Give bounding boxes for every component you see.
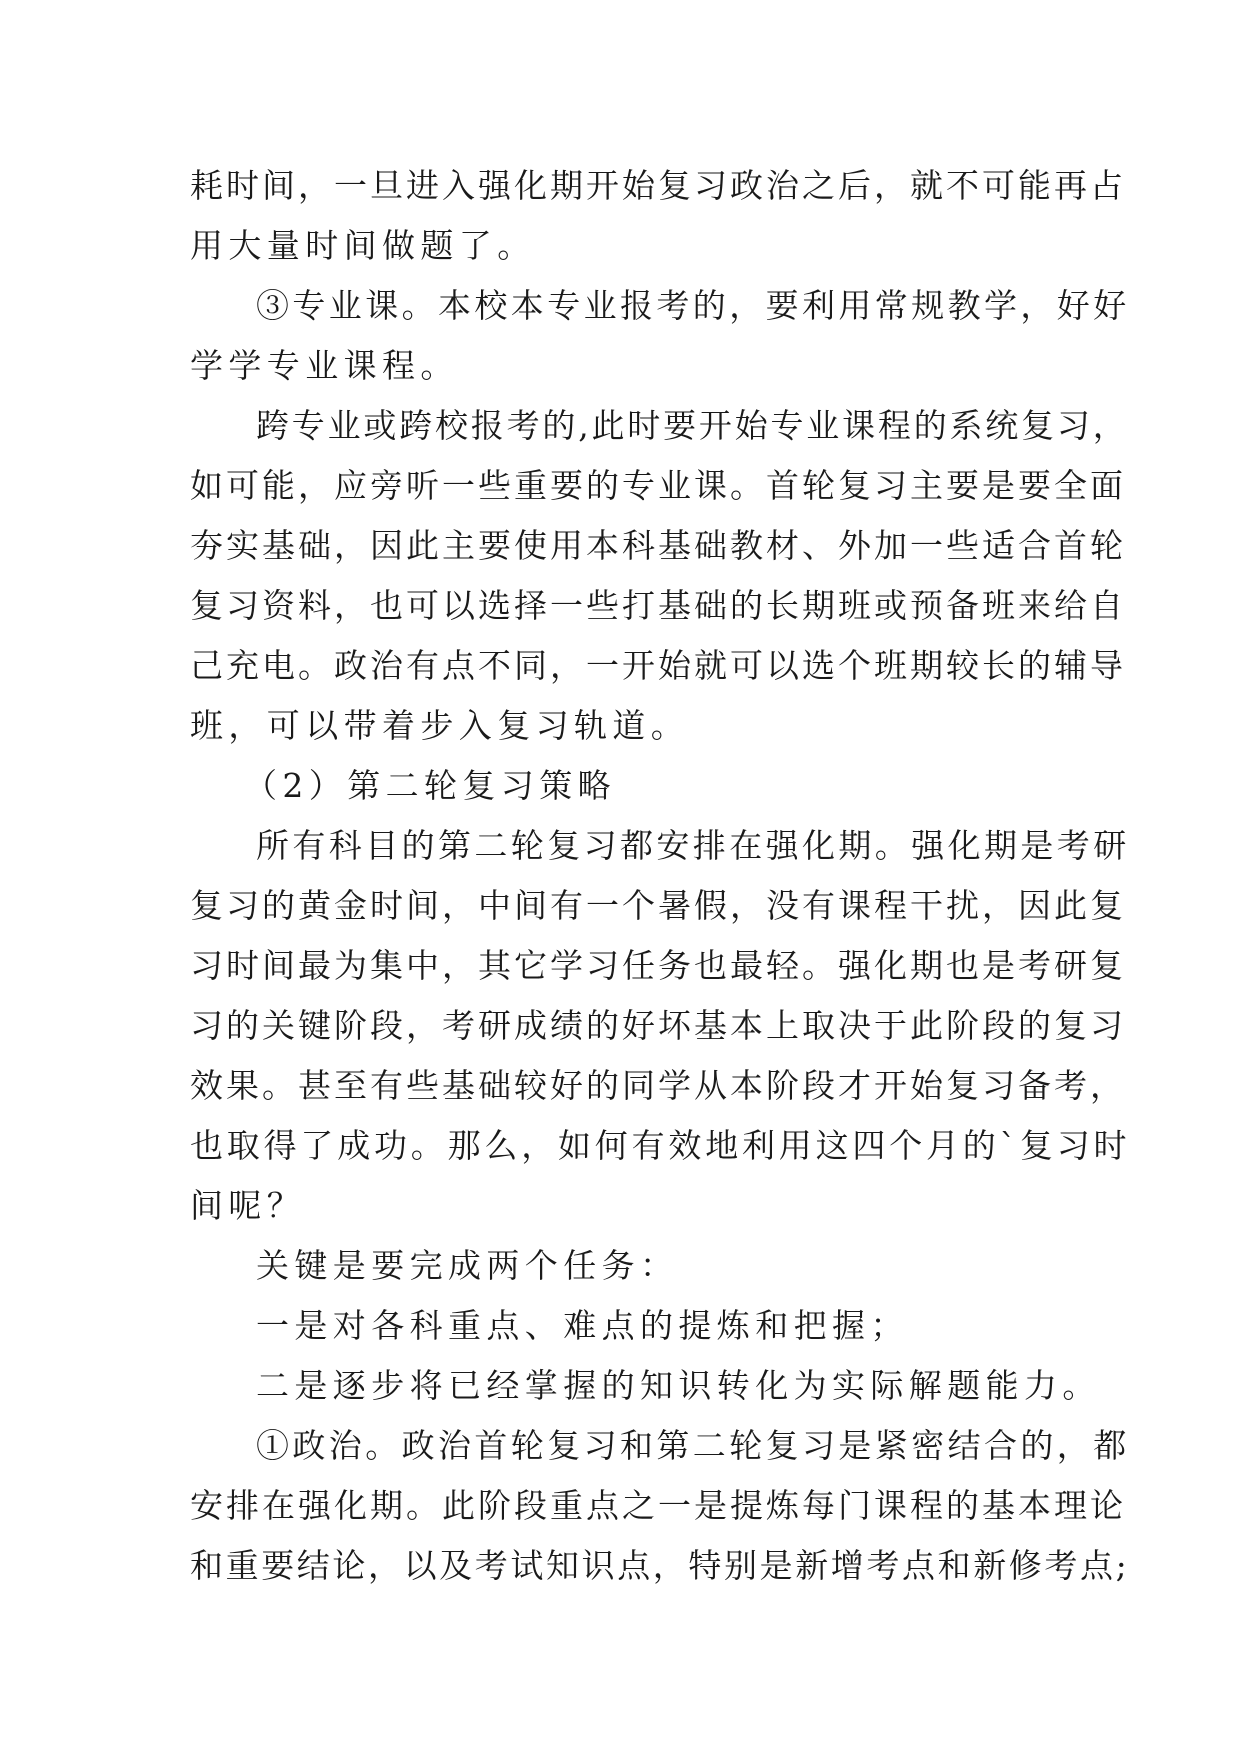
- section-heading: （2）第二轮复习策略: [244, 766, 616, 805]
- text-line: 学学专业课程。: [190, 346, 459, 385]
- text-line: 习时间最为集中，其它学习任务也最轻。强化期也是考研复: [190, 946, 1126, 985]
- text-line: 关键是要完成两个任务：: [256, 1246, 679, 1285]
- text-line: 用大量时间做题了。: [190, 226, 536, 265]
- text-line: 一是对各科重点、难点的提炼和把握；: [256, 1306, 909, 1345]
- text-line: ③专业课。本校本专业报考的，要利用常规教学，好好: [256, 286, 1130, 325]
- text-line: 跨专业或跨校报考的,此时要开始专业课程的系统复习，: [256, 406, 1129, 445]
- text-line: 耗时间，一旦进入强化期开始复习政治之后，就不可能再占: [190, 166, 1126, 205]
- text-line: 也取得了成功。那么，如何有效地利用这四个月的`复习时: [190, 1126, 1131, 1165]
- text-line: 二是逐步将已经掌握的知识转化为实际解题能力。: [256, 1366, 1101, 1405]
- text-line: 复习的黄金时间，中间有一个暑假，没有课程干扰，因此复: [190, 886, 1126, 925]
- text-line: 安排在强化期。此阶段重点之一是提炼每门课程的基本理论: [190, 1486, 1126, 1525]
- text-line: 习的关键阶段，考研成绩的好坏基本上取决于此阶段的复习: [190, 1006, 1126, 1045]
- text-line: 效果。甚至有些基础较好的同学从本阶段才开始复习备考，: [190, 1066, 1126, 1105]
- text-line: 己充电。政治有点不同，一开始就可以选个班期较长的辅导: [190, 646, 1126, 685]
- text-line: 所有科目的第二轮复习都安排在强化期。强化期是考研: [256, 826, 1130, 865]
- text-line: 间呢？: [190, 1186, 306, 1225]
- text-line: 和重要结论，以及考试知识点，特别是新增考点和新修考点;: [190, 1546, 1130, 1585]
- text-line: ①政治。政治首轮复习和第二轮复习是紧密结合的，都: [256, 1426, 1130, 1465]
- text-line: 如可能，应旁听一些重要的专业课。首轮复习主要是要全面: [190, 466, 1126, 505]
- text-line: 夯实基础，因此主要使用本科基础教材、外加一些适合首轮: [190, 526, 1126, 565]
- text-line: 班，可以带着步入复习轨道。: [190, 706, 690, 745]
- text-line: 复习资料，也可以选择一些打基础的长期班或预备班来给自: [190, 586, 1126, 625]
